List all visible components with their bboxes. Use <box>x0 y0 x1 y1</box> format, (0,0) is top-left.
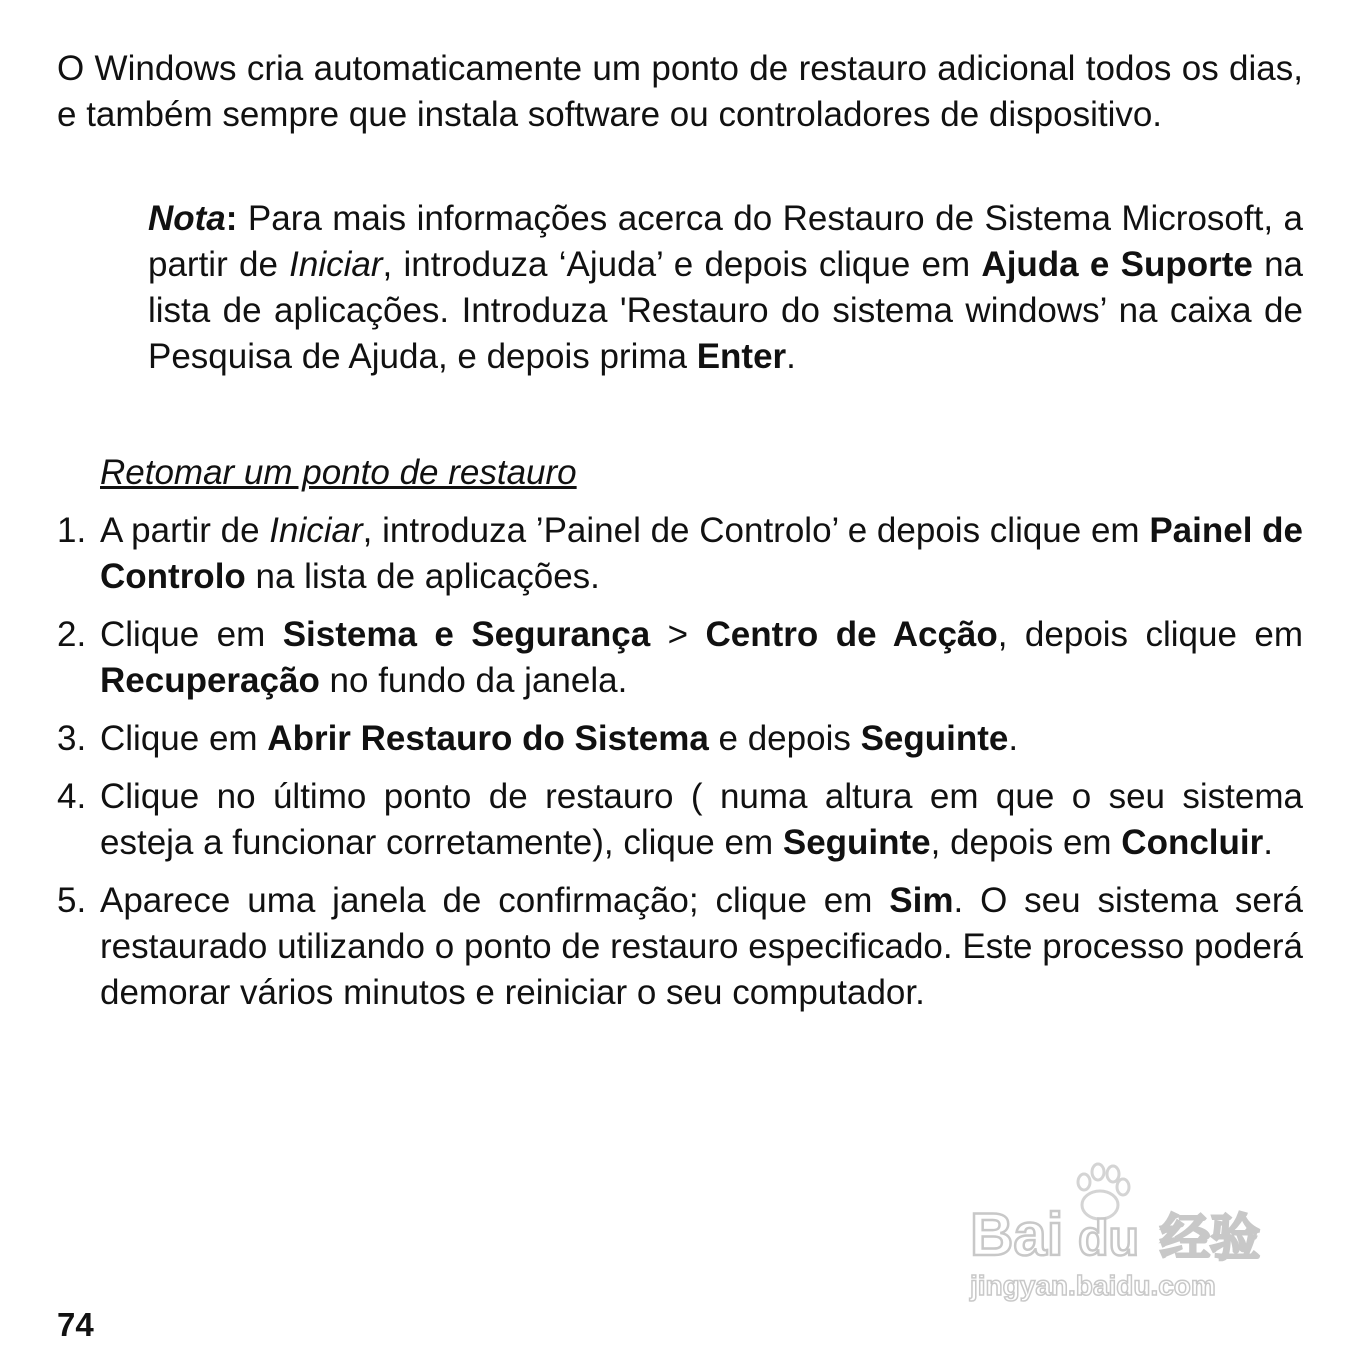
page-number: 74 <box>57 1306 94 1343</box>
list-item: 4. Clique no último ponto de restauro ( numa altura em que o seu sistema esteja a funcionar corretamente), clique em Seguinte, depois em Concluir. <box>57 774 1303 866</box>
steps-list <box>57 508 1303 1028</box>
section-heading: Retomar um ponto de restauro <box>100 453 577 492</box>
svg-text:jingyan.baidu.com: jingyan.baidu.com <box>970 1270 1216 1301</box>
note-iniciar: Iniciar <box>289 245 383 284</box>
step-number: 4. <box>57 777 87 816</box>
svg-text:du: du <box>1078 1210 1140 1266</box>
intro-paragraph: O Windows cria automaticamente um ponto de restauro adicional todos os dias, e também sempre que instala software ou controladores de dispositivo. <box>57 49 1303 134</box>
step-number: 5. <box>57 881 87 920</box>
step-number: 1. <box>57 511 87 550</box>
list-item: 3. Clique em Abrir Restauro do Sistema e depois Seguinte. <box>57 716 1303 762</box>
list-item: 5. Aparece uma janela de confirmação; clique em Sim. O seu sistema será restaurado utilizando o ponto de restauro especificado. Este processo poderá demorar vários minutos e reiniciar o seu computador. <box>57 878 1303 1016</box>
note-paragraph: Nota: Para mais informações acerca do Restauro de Sistema Microsoft, a partir de Iniciar, introduza ‘Ajuda’ e depois clique em Ajuda e Suporte na lista de aplicações. Introduza 'Restauro do sistema windows’ na caixa de Pesquisa de Ajuda, e depois prima Enter. <box>148 199 1304 376</box>
note-ajuda-suporte: Ajuda e Suporte <box>981 245 1253 284</box>
svg-text:Bai: Bai <box>970 1201 1064 1268</box>
list-item: 2. Clique em Sistema e Segurança > Centro de Acção, depois clique em Recuperação no fundo da janela. <box>57 612 1303 704</box>
baidu-watermark-logo <box>960 1150 1290 1310</box>
svg-text:经验: 经验 <box>1160 1210 1260 1266</box>
step-number: 2. <box>57 615 87 654</box>
step-number: 3. <box>57 719 87 758</box>
list-item: 1. A partir de Iniciar, introduza ’Painel de Controlo’ e depois clique em Painel de Controlo na lista de aplicações. <box>57 508 1303 600</box>
note-enter: Enter <box>696 337 787 376</box>
note-label: Nota: <box>148 199 238 238</box>
